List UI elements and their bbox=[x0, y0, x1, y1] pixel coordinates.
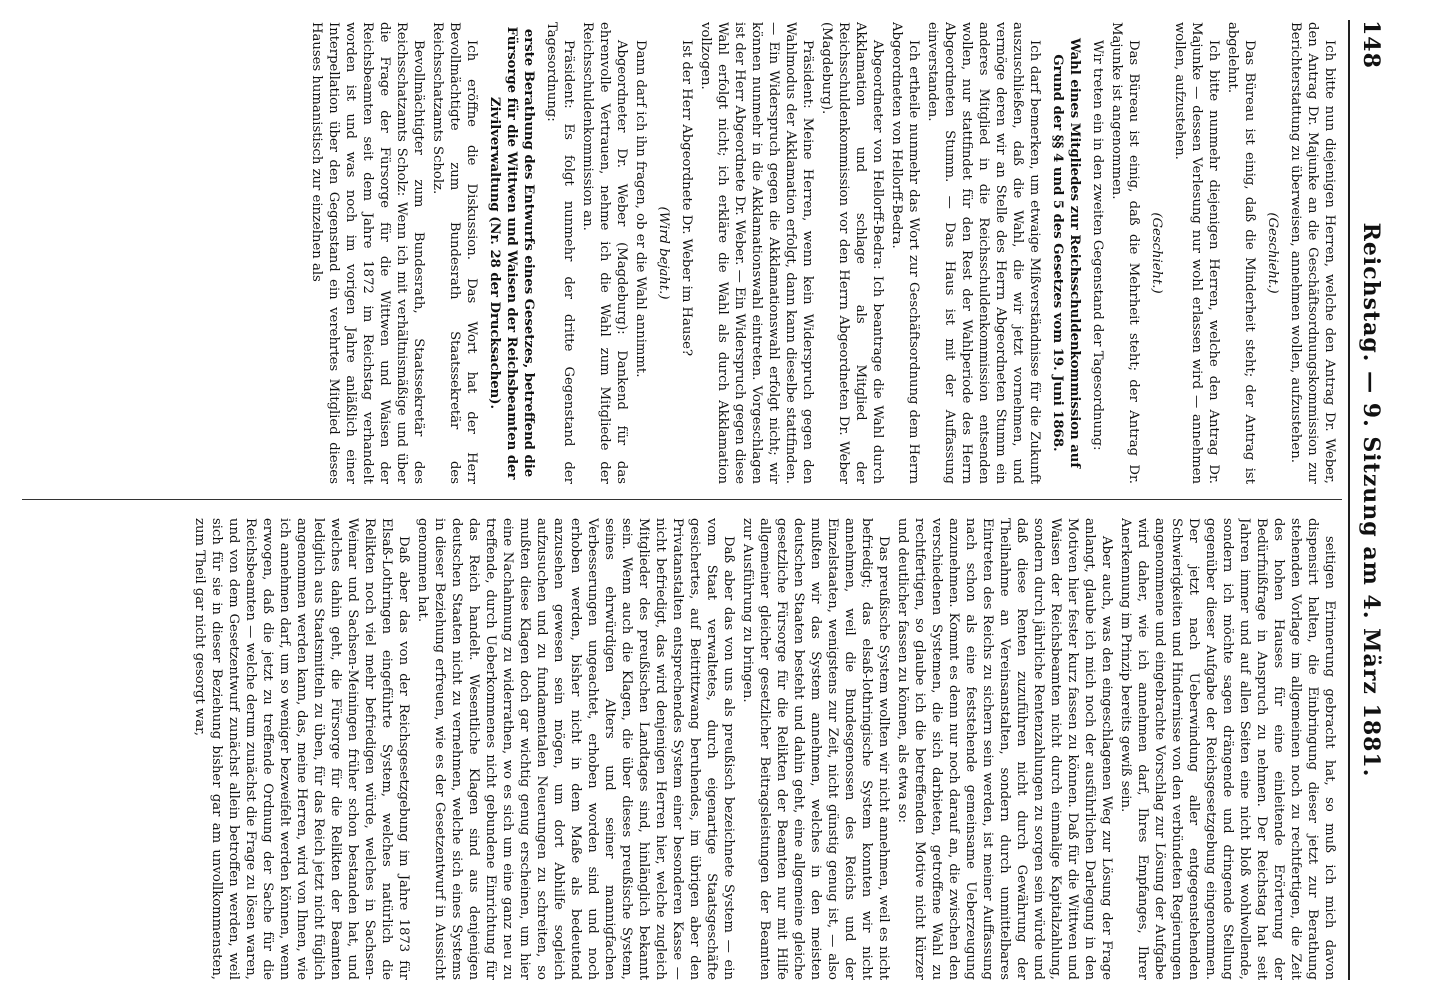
right-column bbox=[18, 518, 1338, 980]
paragraph: Präsident: Meine Herren, wenn kein Widerspruch gegen den Wahlmodus der Akklamation erfolgt, dann kann dieselbe stattfinden. — Ein Widerspruch gegen die Akklamationswahl erfolgt nicht; wir können nunmehr in die Akklamationswahl eintreten. Vorgeschlagen ist der Herr Abgeordnete Dr. Weber. — Ein Widerspruch gegen diese Wahl erfolgt nicht; ich erkläre die Wahl als durch Akklamation vollzogen. bbox=[698, 22, 815, 484]
paragraph: Dann darf ich ihn fragen, ob er die Wahl annimmt. bbox=[633, 40, 648, 378]
stage-direction: (Geschieht.) bbox=[1149, 212, 1164, 294]
stage-direction: (Wird bejaht.) bbox=[656, 206, 671, 300]
page-header bbox=[1356, 20, 1384, 980]
left-column bbox=[18, 22, 1338, 484]
paragraph: Bevollmächtigter zum Bundesrath, Staatssekretär des Reichsschatzamts Scholz: Wenn ich mit verhältnismäßige und über die Frage der Fürsorge für die Wittwen und Waisen der Reichsbeamten seit dem Jahre 1872 im Reichstag verhandelt worden ist und was noch im vorigen Jahre anläßlich einer Interpellation über den Gegenstand ein verehrtes Mitglied dieses Hauses humanistisch zur einzelnen als bbox=[309, 22, 426, 484]
paragraph: Präsident: Es folgt nunmehr der dritte Gegenstand der Tagesordnung: bbox=[544, 22, 576, 484]
column-divider bbox=[22, 499, 1342, 500]
paragraph: seitigen Erinnerung gebracht hat, so muß ich mich davon dispensirt halten, die Einbringung dieser jetzt zur Berathung stehenden Vorlage im allgemeinen noch zu rechtfertigen, die Zeit des hohen Hauses für eine einleitende Erörterung der Bedürfnißfrage in Anspruch zu nehmen. Der Reichstag hat seit Jahren immer und auf allen Seiten eine nicht bloß wohlwollende, sondern ich möchte sagen drängende und dringende Stellung gegenüber dieser Aufgabe der Reichsgesetzgebung eingenommen. Der jetzt nach Ueberwindung aller entgegenstehenden Schwierigkeiten und Hindernisse von den verbündeten Regierungen angenommene und eingebrachte Vorschlag zur Lösung der Aufgabe wird daher, wie ich annehmen darf, Ihres Empfanges, Ihrer Anerkennung im Prinzip bereits gewiß sein. bbox=[1118, 518, 1337, 980]
paragraph: Das Büreau ist einig, daß die Mehrheit steht; der Antrag Dr. Majunke ist angenommen. bbox=[1109, 22, 1141, 484]
paragraph: Aber auch, was den eingeschlagenen Weg zur Lösung der Frage anlangt, glaube ich mich noch der ausführlichen Darlegung in den Motiven hier fester kurz fassen zu können. Daß für die Wittwen und Waisen der Reichsbeamten nicht durch einmalige Kapitalzahlung, sondern durch jährliche Rentenzahlungen zu sorgen sein würde und daß diese Renten zuzuführen nicht durch Gewährung der Theilnahme an Vereinsanstalten, sondern durch unmittelbares Eintreten des Reichs zu sichern sein werden, ist meiner Auffassung nach schon als eine feststehende gemeinsame Ueberzeugung anzunehmen. Kommt es denn nur noch darauf an, die zwischen den verschiedenen Systemen, die sich darbieten, getroffene Wahl zu rechtfertigen, so glaube ich die betreffenden Motive nicht kürzer und deutlicher fassen zu können, als etwa so: bbox=[895, 518, 1114, 980]
paragraph: Daß aber das von der Reichsgesetzgebung im Jahre 1873 für Elsaß-Lothringen eingeführte System, welches natürlich die Relikten noch viel mehr befriedigen würde, welches in Sachsen-Weimar und Sachsen-Meiningen früher schon bestanden hat, und welches dahin geht, die Fürsorge für die Relikten der Beamten lediglich aus Staatsmitteln zu üben, für das Reich jetzt nicht füglich angenommen werden kann, das, meine Herren, wird von Ihnen, wie ich annehmen darf, um so weniger bezweifelt werden können, wenn erwogen, daß die jetzt zu treffende Ordnung der Sache für die Reichsbeamten — welche derum zunächst die Frage zu lösen waren, und von dem Gesetzentwurf zunächst allein betroffen werden, weil sich für sie in dieser Beziehung bisher gar am unvollkommensten, zum Theil gar nicht gesorgt war, bbox=[192, 518, 411, 980]
page-title: Reichstag. — 9. Sitzung am 4. März 1881. bbox=[1358, 222, 1384, 778]
paragraph: Wir treten ein in den zweiten Gegenstand der Tagesordnung: bbox=[1090, 40, 1105, 451]
paragraph: Das Büreau ist einig, daß die Minderheit steht; der Antrag ist abgelehnt. bbox=[1225, 22, 1257, 484]
paragraph: Abgeordneter von Hellorff-Bedra: Ich beantrage die Wahl durch Akklamation und schlage als Mitglied der Reichsschuldenkommission vor den Herrn Abgeordneten Dr. Weber (Magdeburg). bbox=[819, 22, 885, 484]
section-heading: erste Berathung des Entwurfs eines Gesetzes, betreffend die Fürsorge für die Wittwen und Waisen der Reichsbeamten der Zivilverwaltung (Nr. 28 der Drucksachen). bbox=[487, 26, 536, 480]
paragraph: Ist der Herr Abgeordnete Dr. Weber im Hause? bbox=[679, 40, 694, 357]
paragraph: Das preußische System wollten wir nicht annehmen, weil es nicht befriedigt; das elsaß-lothringische System konnten wir nicht annehmen, weil die Bundesgenossen des Reichs und der Einzelstaaten, wenigstens zur Zeit, nicht günstig genug ist, — also mußten wir das System annehmen, welches in den meisten deutschen Staaten besteht und dahin geht, eine allgemeine gleiche gesetzliche Fürsorge für die Relikten der Beamten nur mit Hilfe allgemeiner gleicher gesetzlicher Beitragsleistungen der Beamten zur Ausführung zu bringen. bbox=[740, 518, 891, 980]
paragraph: Ich eröffne die Diskussion. Das Wort hat der Herr Bevollmächtigte zum Bundesrath Staatssekretär des Reichsschatzamts Scholz. bbox=[430, 22, 479, 484]
scanned-page bbox=[8, 0, 1398, 1000]
paragraph: Ich bitte nun diejenigen Herren, welche den Antrag Dr. Weber, den Antrag Dr. Majunke an die Geschäftsordnungskommission zur Berichterstattung zu überweisen, annehmen wollen, aufzustehen. bbox=[1288, 22, 1337, 484]
header-rule bbox=[1348, 20, 1350, 980]
page-number: 148 bbox=[1358, 20, 1384, 69]
section-heading: Wahl eines Mitgliedes zur Reichsschuldenkommission auf Grund der §§ 4 und 5 des Gesetzes vom 19. Juni 1868. bbox=[1050, 37, 1082, 469]
paragraph: Ich bitte nunmehr diejenigen Herren, welche den Antrag Dr. Majunke — dessen Verlesung nur wohl erlassen wird — annehmen wollen, aufzustehen. bbox=[1172, 22, 1221, 484]
paragraph: Ich darf bemerken, um etwaige Mißverständnisse für die Zukunft auszuschließen, daß die Wahl, die wir jetzt vornehmen, und vermöge deren wir an Stelle des Herrn Abgeordneten Stumm ein anderes Mitglied in die Reichsschuldenkommission entsenden wollen, nur stattfindet für den Rest der Wahlperiode des Herrn Abgeordneten Stumm. — Das Haus ist mit der Auffassung einverstanden. bbox=[925, 22, 1042, 484]
paragraph: Ich ertheile nunmehr das Wort zur Geschäftsordnung dem Herrn Abgeordneten von Hellorff-Bedra. bbox=[889, 22, 921, 484]
paragraph: Abgeordneter Dr. Weber (Magdeburg): Dankend für das ehrenvolle Vertrauen, nehme ich die Wahl zum Mitgliede der Reichsschuldenkommission an. bbox=[580, 22, 629, 484]
paragraph: Daß aber das von uns als preußisch bezeichnete System — ein vom Staat verwaltetes, durch eigenartige Staatsgeschäfte gesichertes, auf Beitrittzwang beruhendes, im übrigen aber den Privatanstalten entsprechendes System einer besonderen Kasse — nicht befriedigt, das wird denjenigen Herren hier, welche zugleich Mitglieder des preußischen Landtages sind, hinlänglich bekannt sein. Wenn auch die Klagen, die über dieses preußische System, seines ehrwürdigen Alters und seiner mannigfachen Verbesserungen ungeachtet, erhoben worden sind und noch erhoben werden, bisher nicht in dem Maße als bedeutend anzusehen gewesen sein mögen, um dort Abhilfe sogleich aufzusuchen und zu fundamentalen Neuerungen zu schreiten, so mußten diese Klagen doch gar wichtig genug erscheinen, um hier eine Nachahmung zu widerrathen, wo es sich um eine ganz neu zu treffende, durch Ueberkommenes nicht gebundene Einrichtung für das Reich handelt. Wesentliche Klagen sind aus denjenigen deutschen Staaten nicht zu vernehmen, welche sich eines Systems in dieser Beziehung erfreuen, wie es der Gesetzentwurf in Aussicht genommen hat. bbox=[415, 518, 736, 980]
stage-direction: (Geschieht.) bbox=[1265, 212, 1280, 294]
